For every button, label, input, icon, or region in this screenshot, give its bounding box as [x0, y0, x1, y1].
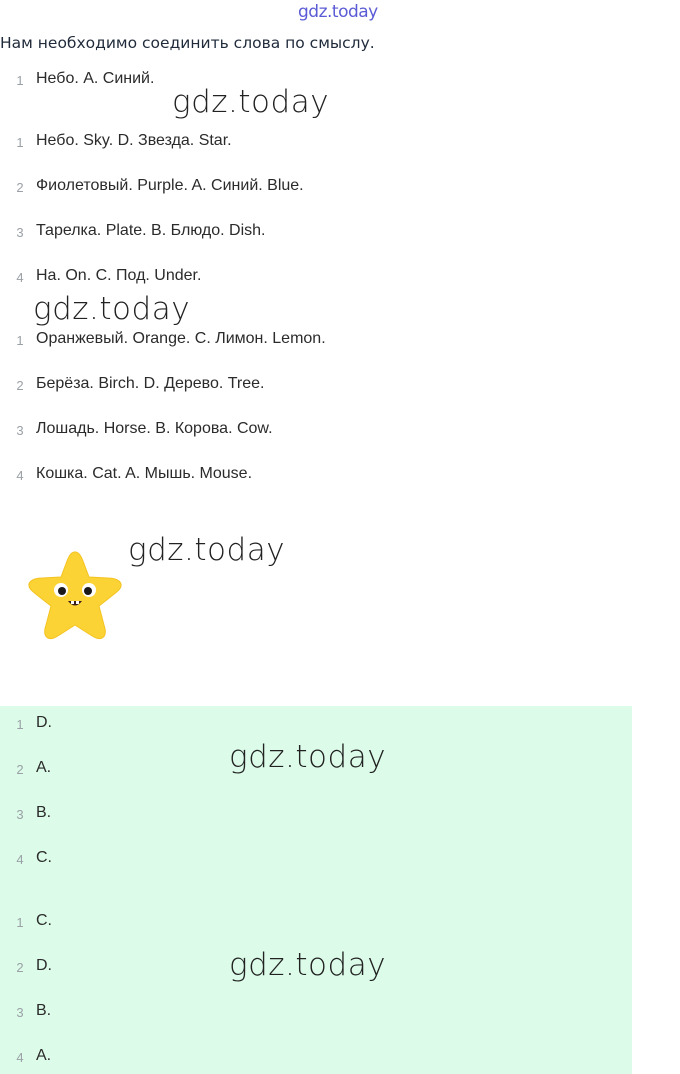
- row-number: 1: [16, 717, 24, 732]
- row-text: Тарелка. Plate. B. Блюдо. Dish.: [36, 222, 266, 239]
- row-text: Лошадь. Horse. B. Корова. Cow.: [36, 420, 273, 437]
- answer-text: A.: [36, 759, 52, 776]
- row-number: 1: [16, 333, 24, 348]
- row-number: 1: [16, 915, 24, 930]
- answer-text: D.: [36, 714, 52, 731]
- task-text: Нам необходимо соединить слова по смыслу.: [0, 34, 375, 52]
- row-number: 1: [16, 73, 24, 88]
- row-number: 3: [16, 807, 24, 822]
- answer-text: C.: [36, 912, 52, 929]
- top-watermark: gdz.today: [298, 2, 378, 22]
- watermark-1: gdz.today: [172, 84, 330, 120]
- row-text: Берёза. Birch. D. Дерево. Tree.: [36, 375, 265, 392]
- row-number: 2: [16, 960, 24, 975]
- row-number: 3: [16, 225, 24, 240]
- star-mascot-icon: [26, 548, 124, 642]
- row-number: 4: [16, 270, 24, 285]
- row-number: 2: [16, 762, 24, 777]
- answer-text: C.: [36, 849, 52, 866]
- row-text: Фиолетовый. Purple. A. Синий. Blue.: [36, 177, 304, 194]
- row-number: 2: [16, 180, 24, 195]
- row-text: Оранжевый. Orange. C. Лимон. Lemon.: [36, 330, 326, 347]
- row-number: 3: [16, 423, 24, 438]
- watermark-5: gdz.today: [229, 947, 387, 983]
- row-number: 1: [16, 135, 24, 150]
- answer-text: B.: [36, 1002, 52, 1019]
- watermark-4: gdz.today: [229, 739, 387, 775]
- row-text: Кошка. Cat. A. Мышь. Mouse.: [36, 465, 253, 482]
- row-number: 3: [16, 1005, 24, 1020]
- row-text: Небо. А. Синий.: [36, 70, 155, 87]
- row-number: 4: [16, 1050, 24, 1065]
- answer-text: A.: [36, 1047, 52, 1064]
- row-number: 4: [16, 852, 24, 867]
- answer-text: D.: [36, 957, 52, 974]
- answer-text: B.: [36, 804, 52, 821]
- row-number: 4: [16, 468, 24, 483]
- row-number: 2: [16, 378, 24, 393]
- watermark-3: gdz.today: [128, 532, 286, 568]
- row-text: Небо. Sky. D. Звезда. Star.: [36, 132, 232, 149]
- row-text: На. On. C. Под. Under.: [36, 267, 202, 284]
- watermark-2: gdz.today: [33, 291, 191, 327]
